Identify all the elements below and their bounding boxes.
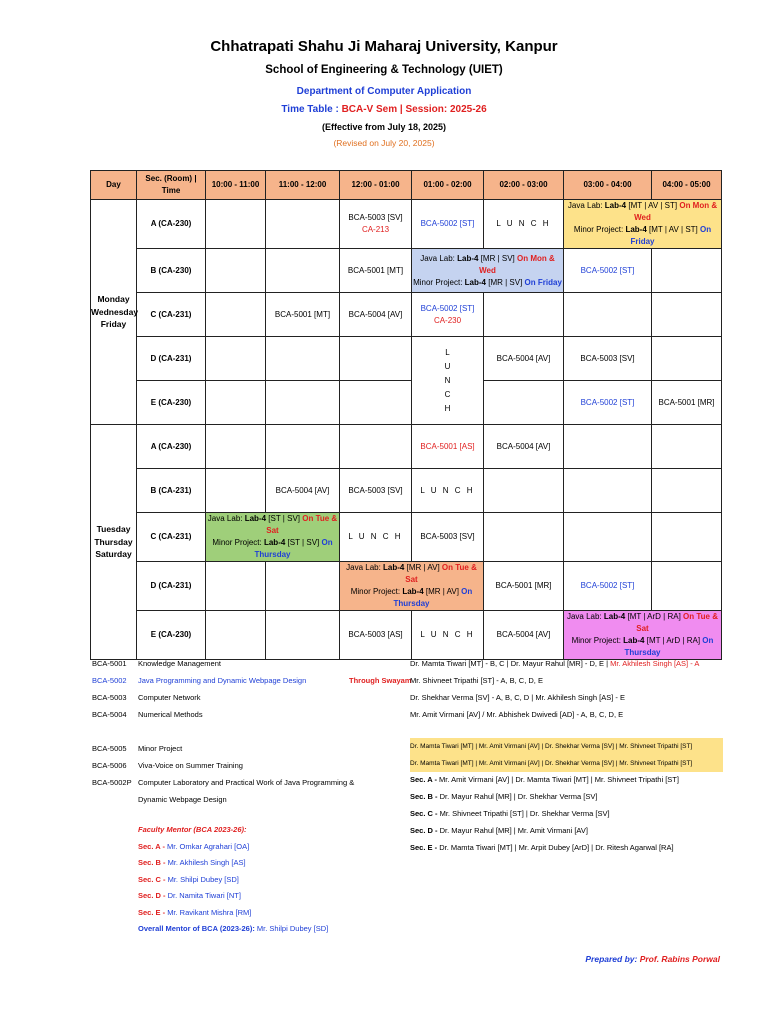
- school-title: School of Engineering & Technology (UIET): [265, 64, 503, 76]
- sec-cell: C (CA-231): [137, 513, 206, 562]
- class-cell: BCA-5002 [ST]: [412, 200, 484, 249]
- class-cell: BCA-5004 [AV]: [484, 611, 564, 660]
- sec-cell: B (CA-230): [137, 249, 206, 293]
- course-code: BCA-5002: [92, 676, 127, 685]
- course-name: Dynamic Webpage Design: [138, 795, 227, 804]
- lab-cell: Java Lab: Lab-4 [MR | SV] On Mon & Wed Minor Project: Lab-4 [MR | SV] On Friday: [412, 249, 564, 293]
- overall-mentor: Overall Mentor of BCA (2023-26): Mr. Shilpi Dubey [SD]: [138, 924, 329, 933]
- faculty-line: Dr. Mamta Tiwari [MT] | Mr. Amit Virmani [AV] | Dr. Shekhar Verma [SV] | Mr. Shivneet Tripathi [ST]: [410, 755, 723, 772]
- col-0200: 02:00 - 03:00: [484, 171, 564, 200]
- class-cell: BCA-5002 [ST]: [564, 381, 652, 425]
- faculty-line: Mr. Amit Virmani [AV] / Mr. Abhishek Dwivedi [AD] - A, B, C, D, E: [410, 710, 624, 719]
- col-0100: 01:00 - 02:00: [412, 171, 484, 200]
- department-title: Department of Computer Application: [296, 86, 472, 97]
- faculty-line: Dr. Shekhar Verma [SV] - A, B, C, D | Mr. Akhilesh Singh [AS] - E: [410, 693, 625, 702]
- course-name: Knowledge Management: [138, 659, 221, 668]
- course-name: Java Programming and Dynamic Webpage Design: [138, 676, 307, 685]
- table-row: [91, 381, 722, 425]
- class-cell: BCA-5001 [MT]: [266, 293, 340, 337]
- class-cell: BCA-5001 [MR]: [652, 381, 722, 425]
- mentor-title: Faculty Mentor (BCA 2023-26):: [138, 825, 247, 834]
- table-row: [91, 611, 722, 660]
- revised-date: (Revised on July 20, 2025): [333, 138, 435, 148]
- lunch-vertical-cell: L U N C H: [412, 337, 484, 425]
- mentor-line: Sec. A - Mr. Omkar Agrahari [OA]: [138, 841, 250, 851]
- lab-faculty: [410, 771, 679, 856]
- lab-line: Sec. A - Mr. Amit Virmani [AV] | Dr. Mamta Tiwari [MT] | Mr. Shivneet Tripathi [ST]: [410, 775, 679, 784]
- mentor-line: Sec. B - Mr. Akhilesh Singh [AS]: [138, 858, 246, 867]
- course-code: BCA-5001: [92, 659, 127, 668]
- faculty-line: Dr. Mamta Tiwari [MT] | Mr. Amit Virmani [AV] | Dr. Shekhar Verma [SV] | Mr. Shivneet Tripathi [ST]: [410, 738, 723, 755]
- table-row: [91, 200, 722, 249]
- lunch-cell: L U N C H: [412, 611, 484, 660]
- timetable-title: Time Table : BCA-V Sem | Session: 2025-26: [281, 104, 487, 115]
- lunch-cell: L U N C H: [340, 513, 412, 562]
- swayam-note: Through Swayam: [349, 676, 412, 685]
- sec-cell: E (CA-230): [137, 611, 206, 660]
- timetable: [90, 170, 722, 660]
- course-name: Computer Network: [138, 693, 201, 702]
- mentor-list: [138, 822, 328, 938]
- class-cell: BCA-5004 [AV]: [340, 293, 412, 337]
- lunch-cell: L U N C H: [484, 200, 564, 249]
- sec-cell: A (CA-230): [137, 425, 206, 469]
- col-1100: 11:00 - 12:00: [266, 171, 340, 200]
- col-1000: 10:00 - 11:00: [206, 171, 266, 200]
- mentor-line: Sec. D - Dr. Namita Tiwari [NT]: [138, 891, 241, 900]
- faculty-line: Dr. Mamta Tiwari [MT] - B, C | Dr. Mayur Rahul [MR] - D, E | Mr. Akhilesh Singh [AS] - A: [410, 659, 700, 668]
- lab-cell: Java Lab: Lab-4 [MR | AV] On Tue & Sat Minor Project: Lab-4 [MR | AV] On Thursday: [340, 562, 484, 611]
- course-name: Viva-Voice on Summer Training: [138, 761, 243, 770]
- class-cell: BCA-5001 [MT]: [340, 249, 412, 293]
- col-day: Day: [91, 171, 137, 200]
- class-cell: BCA-5004 [AV]: [484, 337, 564, 381]
- faculty-project: [410, 738, 723, 772]
- course-code: BCA-5003: [92, 693, 127, 702]
- lab-cell: Java Lab: Lab-4 [MT | ArD | RA] On Tue & Sat Minor Project: Lab-4 [MT | ArD | RA] On Thursday: [564, 611, 722, 660]
- class-cell: BCA-5004 [AV]: [484, 425, 564, 469]
- class-cell: BCA-5002 [ST] CA-230: [412, 293, 484, 337]
- lab-line: Sec. B - Dr. Mayur Rahul [MR] | Dr. Shekhar Verma [SV]: [410, 792, 598, 801]
- university-title: Chhatrapati Shahu Ji Maharaj University, Kanpur: [210, 38, 558, 55]
- course-name: Minor Project: [138, 744, 183, 753]
- class-cell: BCA-5002 [ST]: [564, 562, 652, 611]
- day-mwf: Monday Wednesday Friday: [91, 200, 137, 425]
- course-name: Numerical Methods: [138, 710, 203, 719]
- class-cell: BCA-5002 [ST]: [564, 249, 652, 293]
- effective-date: (Effective from July 18, 2025): [321, 122, 447, 132]
- mentor-line: Sec. E - Mr. Ravikant Mishra [RM]: [138, 907, 252, 917]
- col-1200: 12:00 - 01:00: [340, 171, 412, 200]
- sec-cell: B (CA-231): [137, 469, 206, 513]
- class-cell: BCA-5001 [AS]: [412, 425, 484, 469]
- course-code: BCA-5006: [92, 761, 127, 770]
- table-row: [91, 469, 722, 513]
- lunch-cell: L U N C H: [412, 469, 484, 513]
- table-row: [91, 249, 722, 293]
- mentor-line: Sec. C - Mr. Shilpi Dubey [SD]: [138, 874, 239, 884]
- course-code: BCA-5005: [92, 744, 127, 753]
- sec-cell: D (CA-231): [137, 562, 206, 611]
- lab-line: Sec. E - Dr. Mamta Tiwari [MT] | Mr. Arpit Dubey [ArD] | Dr. Ritesh Agarwal [RA]: [410, 843, 674, 852]
- class-cell: BCA-5003 [SV]: [412, 513, 484, 562]
- day-tts: Tuesday Thursday Saturday: [91, 425, 137, 660]
- sec-cell: D (CA-231): [137, 337, 206, 381]
- class-cell: BCA-5003 [AS]: [340, 611, 412, 660]
- class-cell: BCA-5003 [SV]: [340, 469, 412, 513]
- lab-line: Sec. C - Mr. Shivneet Tripathi [ST] | Dr. Shekhar Verma [SV]: [410, 809, 610, 818]
- col-sec: Sec. (Room) | Time: [137, 171, 206, 200]
- faculty-list: [410, 655, 699, 740]
- table-row: [91, 425, 722, 469]
- course-name: Computer Laboratory and Practical Work of Java Programming &: [138, 778, 355, 787]
- sec-cell: C (CA-231): [137, 293, 206, 337]
- table-row: [91, 562, 722, 611]
- lab-cell: Java Lab: Lab-4 [MT | AV | ST] On Mon & Wed Minor Project: Lab-4 [MT | AV | ST] On Friday: [564, 200, 722, 249]
- course-code: BCA-5004: [92, 710, 127, 719]
- course-names: [138, 655, 354, 808]
- class-cell: BCA-5003 [SV]: [564, 337, 652, 381]
- class-cell: BCA-5001 [MR]: [484, 562, 564, 611]
- lab-line: Sec. D - Dr. Mayur Rahul [MR] | Mr. Amit Virmani [AV]: [410, 826, 588, 835]
- table-row: [91, 293, 722, 337]
- table-row: [91, 513, 722, 562]
- faculty-line: Mr. Shivneet Tripathi [ST] - A, B, C, D, E: [410, 676, 543, 685]
- lab-cell: Java Lab: Lab-4 [ST | SV] On Tue & Sat Minor Project: Lab-4 [ST | SV] On Thursday: [206, 513, 340, 562]
- course-code: BCA-5002P: [92, 778, 132, 787]
- prepared-by: Prepared by: Prof. Rabins Porwal: [585, 954, 720, 964]
- class-cell: BCA-5004 [AV]: [266, 469, 340, 513]
- course-codes: [92, 655, 132, 791]
- table-row: [91, 337, 722, 381]
- sec-cell: A (CA-230): [137, 200, 206, 249]
- header-row: [91, 171, 722, 200]
- col-0300: 03:00 - 04:00: [564, 171, 652, 200]
- sec-cell: E (CA-230): [137, 381, 206, 425]
- col-0400: 04:00 - 05:00: [652, 171, 722, 200]
- class-cell: BCA-5003 [SV] CA-213: [340, 200, 412, 249]
